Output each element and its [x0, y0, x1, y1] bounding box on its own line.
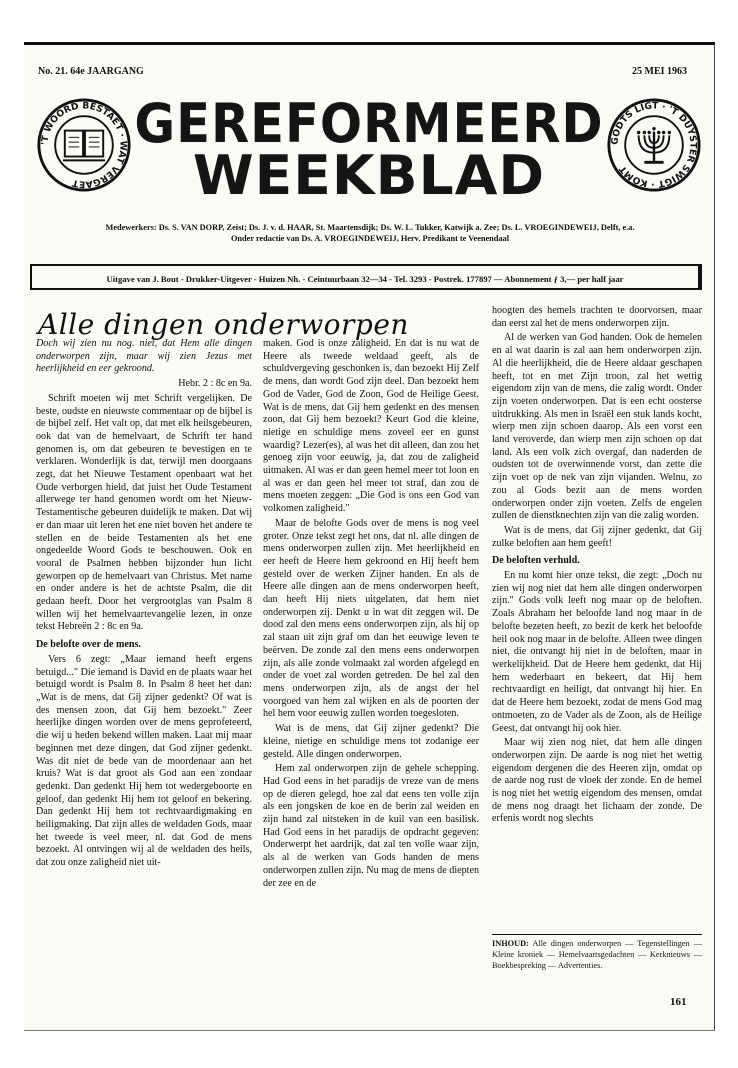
paragraph: Maar de belofte Gods over de mens is nog veel groter. Onze tekst zegt het ons, dat nl. alle dingen de mens onderworpen zullen zijn. Met heerlijkheid en eer heeft de Heere hem gekroond en Hij heeft hem gesteld over de werken Zijner handen. En als de Heere alle dingen aan de mens onderworpen heeft, dan heeft Hij niets uitgelaten, dat hem niet onderworpen zij. Denkt u in wat dit zeggen wil. De dood zal den mens eens onderworpen zijn, als hij op zal staan uit zijn graf om dan het eeuwige leven te beërven. De zonde zal den mens eens onderworpen zijn, als alle zonde volmaakt zal worden afgelegd en onder de voet zal worden getreden. De hel zal den mens onderworpen zijn, als de angst der hel voorgoed van hem zal wijken en als de poorten der hel hem voor eeuwig zullen worden toegesloten.: [263, 517, 479, 720]
paragraph: En nu komt hier onze tekst, die zegt: „Doch nu zien wij nog niet dat hem alle dingen onderworpen zijn." Gods volk leeft nog maar op de beloften. Zoals Abraham het beloofde land nog maar in de belofte bezeten heeft, zo bezit de kerk het beloofde heil ook nog maar in de belofte. Alleen twee dingen niet, die ontvangt hij niet in de beloften, maar in werkelijkheid. Dat de Heere hem gedenkt, dat Hij hem wederbaart en bekeert, dat Hij hem rechtvaardigt en heiligt, dat ontvangt hij hier. En dat de Heere hem bezoekt, zodat de mens God mag ontmoeten, zo de Vader als de Zoon, als de Heilige Geest, dat ontvangt hij ook hier.: [492, 570, 702, 734]
paragraph: Hem zal onderworpen zijn de gehele schepping. Had God eens in het paradijs de vreze van de mens op de dieren gelegd, hoe zal dat eens ten volle zijn als een jongsken de koe en de berin zal weiden en zijn hand zal uitsteken in de kuil van een basilisk. Had God eens in het paradijs de opdracht gegeven: Onderwerpt het aardrijk, dat zal ten volle waar zijn, als al de werken van Gods handen de mens onderworpen zullen zijn. Nu mag de mens de diepten der zee en de: [263, 763, 479, 889]
issue-number: No. 21. 64e JAARGANG: [38, 66, 144, 77]
paragraph: Schrift moeten wij met Schrift vergelijken. De beste, oudste en nieuwste commentaar op de bijbel is de bijbel zelf. Het valt op, dat met elk heilsgebeuren, ook dat van de hemelvaart, de Schrift ter hand genomen is, om dat gebeuren te bevestigen en te verklaren. Wonderlijk is dat, terwijl men doorgaans zegt, dat het Nieuwe Testament openbaart wat het Oude verborgen hield, dat juist het Oude Testament allerwege ter hand genomen wordt om het Nieuw-Testamentische gebeuren duidelijk te maken. Dat wij er dan maar uit leren het ene niet boven het andere te stellen en de beide Testamenten als het ene ongedeelde Woord Gods te beschouwen. Ook en vooral de Psalmen hebben bijzonder hun licht geworpen op de hemelvaart van Christus. Met name en onder andere is het de achtste Psalm, die dit gedaan heeft. Door het vergrootglas van Psalm 8 willen wij het hemelvaartevangelie lezen, in onze tekst Hebreën 2 : 8c en 9a.: [36, 392, 252, 633]
masthead-title-line1: GEREFORMEERD: [134, 92, 604, 155]
masthead-title-line2: WEEKBLAD: [192, 144, 546, 207]
contents-box: [492, 934, 702, 971]
column-2: [263, 338, 479, 892]
motto: Doch wij zien nu nog. niet, dat Hem alle dingen onderworpen zijn, maar wij zien Jezus met heerlijkheid en eer gekroond.: [36, 338, 252, 375]
page-number: 161: [670, 996, 687, 1008]
column-3: [492, 305, 702, 828]
editor-line: Onder redactie van Ds. A. VROEGINDEWEIJ, Herv. Predikant te Veenendaal: [230, 234, 510, 243]
section-heading: De belofte over de mens.: [36, 639, 141, 651]
motto-reference: Hebr. 2 : 8c en 9a.: [178, 378, 252, 390]
contents-label: INHOUD:: [492, 939, 529, 948]
paragraph: Al de werken van God handen. Ook de hemelen en al wat daarin is zal aan hem onderworpen zijn. Al die heerlijkheid, die de Heere aldaar geschapen heeft, tot en met Zijn troon, zal het wettig eigendom zijn van de mens, die zalig wordt. Onder zijn voeten onderworpen. Dat is een echt oosterse uitdrukking. Als men in Israël een stuk lands kocht, wierp men zijn schoen daarop. Als een vorst een land veroverde, dan wierp men zijn schoen op dat land. Als een volk zich overgaf, dan naderden de oudsten tot de overwinnende vorst, dan zette die zijn voet op de nek van zijn vijanden. Welnu, zo zou al Gods bezit aan de mens worden onderworpen onder zijn voeten. Zelfs de engelen zullen de dienstknechten zijn van die zalig worden.: [492, 332, 702, 522]
paragraph: Wat is de mens, dat Gij zijner gedenkt? Die kleine, nietige en schuldige mens tot zodanige eer gesteld. Alle dingen onderworpen.: [263, 723, 479, 760]
contents-text: Alle dingen onderworpen — Tegenstellingen — Kleine kroniek — Hemelvaartsgedachten — Kerknieuws — Boekbespreking — Advertenties.: [492, 939, 702, 970]
issue-date: 25 MEI 1963: [632, 66, 687, 77]
paragraph: Wat is de mens, dat Gij zijner gedenkt, dat Gij zulke beloften aan hem geeft!: [492, 524, 702, 549]
contributors-line: Medewerkers: Ds. S. VAN DORP, Zeist; Ds. J. v. d. HAAR, St. Maartensdijk; Ds. W. L. Tukker, Katwijk a. Zee; Ds. L. VROEGINDEWEIJ, Delft, e.a.: [105, 223, 635, 232]
paragraph: hoogten des hemels trachten te doorvorsen, maar dan eerst zal het de mens onderworpen zijn.: [492, 305, 702, 329]
paragraph: maken. God is onze zaligheid. En dat is nu wat de Heere als tweede weldaad geeft, als de schuldvergeving geschonken is, dan bezoekt Hij Zelf de mens, dan wordt God zijn deel. Dan bezoekt hem God de Vader, God de Zoon, God de Heilige Geest. Wat is de mens, dat Gij hem gedenkt en des mensen zoon, dat Gij hem bezoekt? Keurt God die kleine, nietige en schuldige mens zoveel eer en gunst waardig? Lezer(es), al was het dit alleen, dan zou het genoeg zijn voor eeuwig, ja, dat zou de zaligheid uitmaken. Al was er dan geen hemel meer tot loon en al was er dan geen hel meer tot straf, dan zou de mens moeten zeggen: „Die God is ons een God van volkomen zaligheid.": [263, 338, 479, 515]
article-title: Alle dingen onderworpen: [38, 308, 409, 341]
column-1: [36, 338, 252, 872]
right-emblem-motto: GODTS LIGT · 'T DUYSTER SWIGT · KOMT: [610, 101, 698, 189]
publisher-box: Uitgave van J. Bout - Drukker-Uitgever - Huizen Nh. - Ceintuurbaan 32—34 - Tel. 3293 - Postrek. 177897 — Abonnement ƒ 3,— per half jaar: [30, 264, 702, 290]
paragraph: Vers 6 zegt: „Maar iemand heeft ergens betuigd..." Die iemand is David en de plaats waar het betuigd wordt is Psalm 8. In Psalm 8 heet het dan: „Wat is de mens, dat Gij zijner gedenkt? Of wat is des mensen zoon, dat Gij hem bezoekt." Zeer heerlijke dingen worden over de mens geprofeteerd, die wij u heden bekend willen maken. Laat mij maar beginnen met deze dingen, dat God zijner gedenkt. Was dit niet de bede van de moordenaar aan het kruis? Wat is dat groot als God aan een zondaar gedenkt. Dan gedenkt Hij hem tot wedergeboorte en geloof, dan gedenkt Hij hem tot geloof en bekering. Dan gedenkt Hij hem tot rechtvaardigmaking en heiligmaking. Dat zijn alles de weldaden Gods, maar het tweede is veel meer, nl. dat God de mens bezoekt. Al ontvingen wij al de weldaden des heils, dat zou onze zaligheid niet uit-: [36, 653, 252, 869]
section-heading: De beloften verhuld.: [492, 555, 580, 567]
left-emblem-motto: 'T WOORD BESTAET · WAT VERGAET: [40, 101, 128, 189]
paragraph: Maar wij zien nog niet, dat hem alle dingen onderworpen zijn. De aarde is nog niet het wettig eigendom dergenen die des Heeren zijn, omdat op de aarde nog rust de vloek der zonde. En de hemel is nog niet het wettig eigendom des mensen, omdat de mens nog draagt het lichaam der zonde. De erfenis wordt nog slechts: [492, 737, 702, 825]
